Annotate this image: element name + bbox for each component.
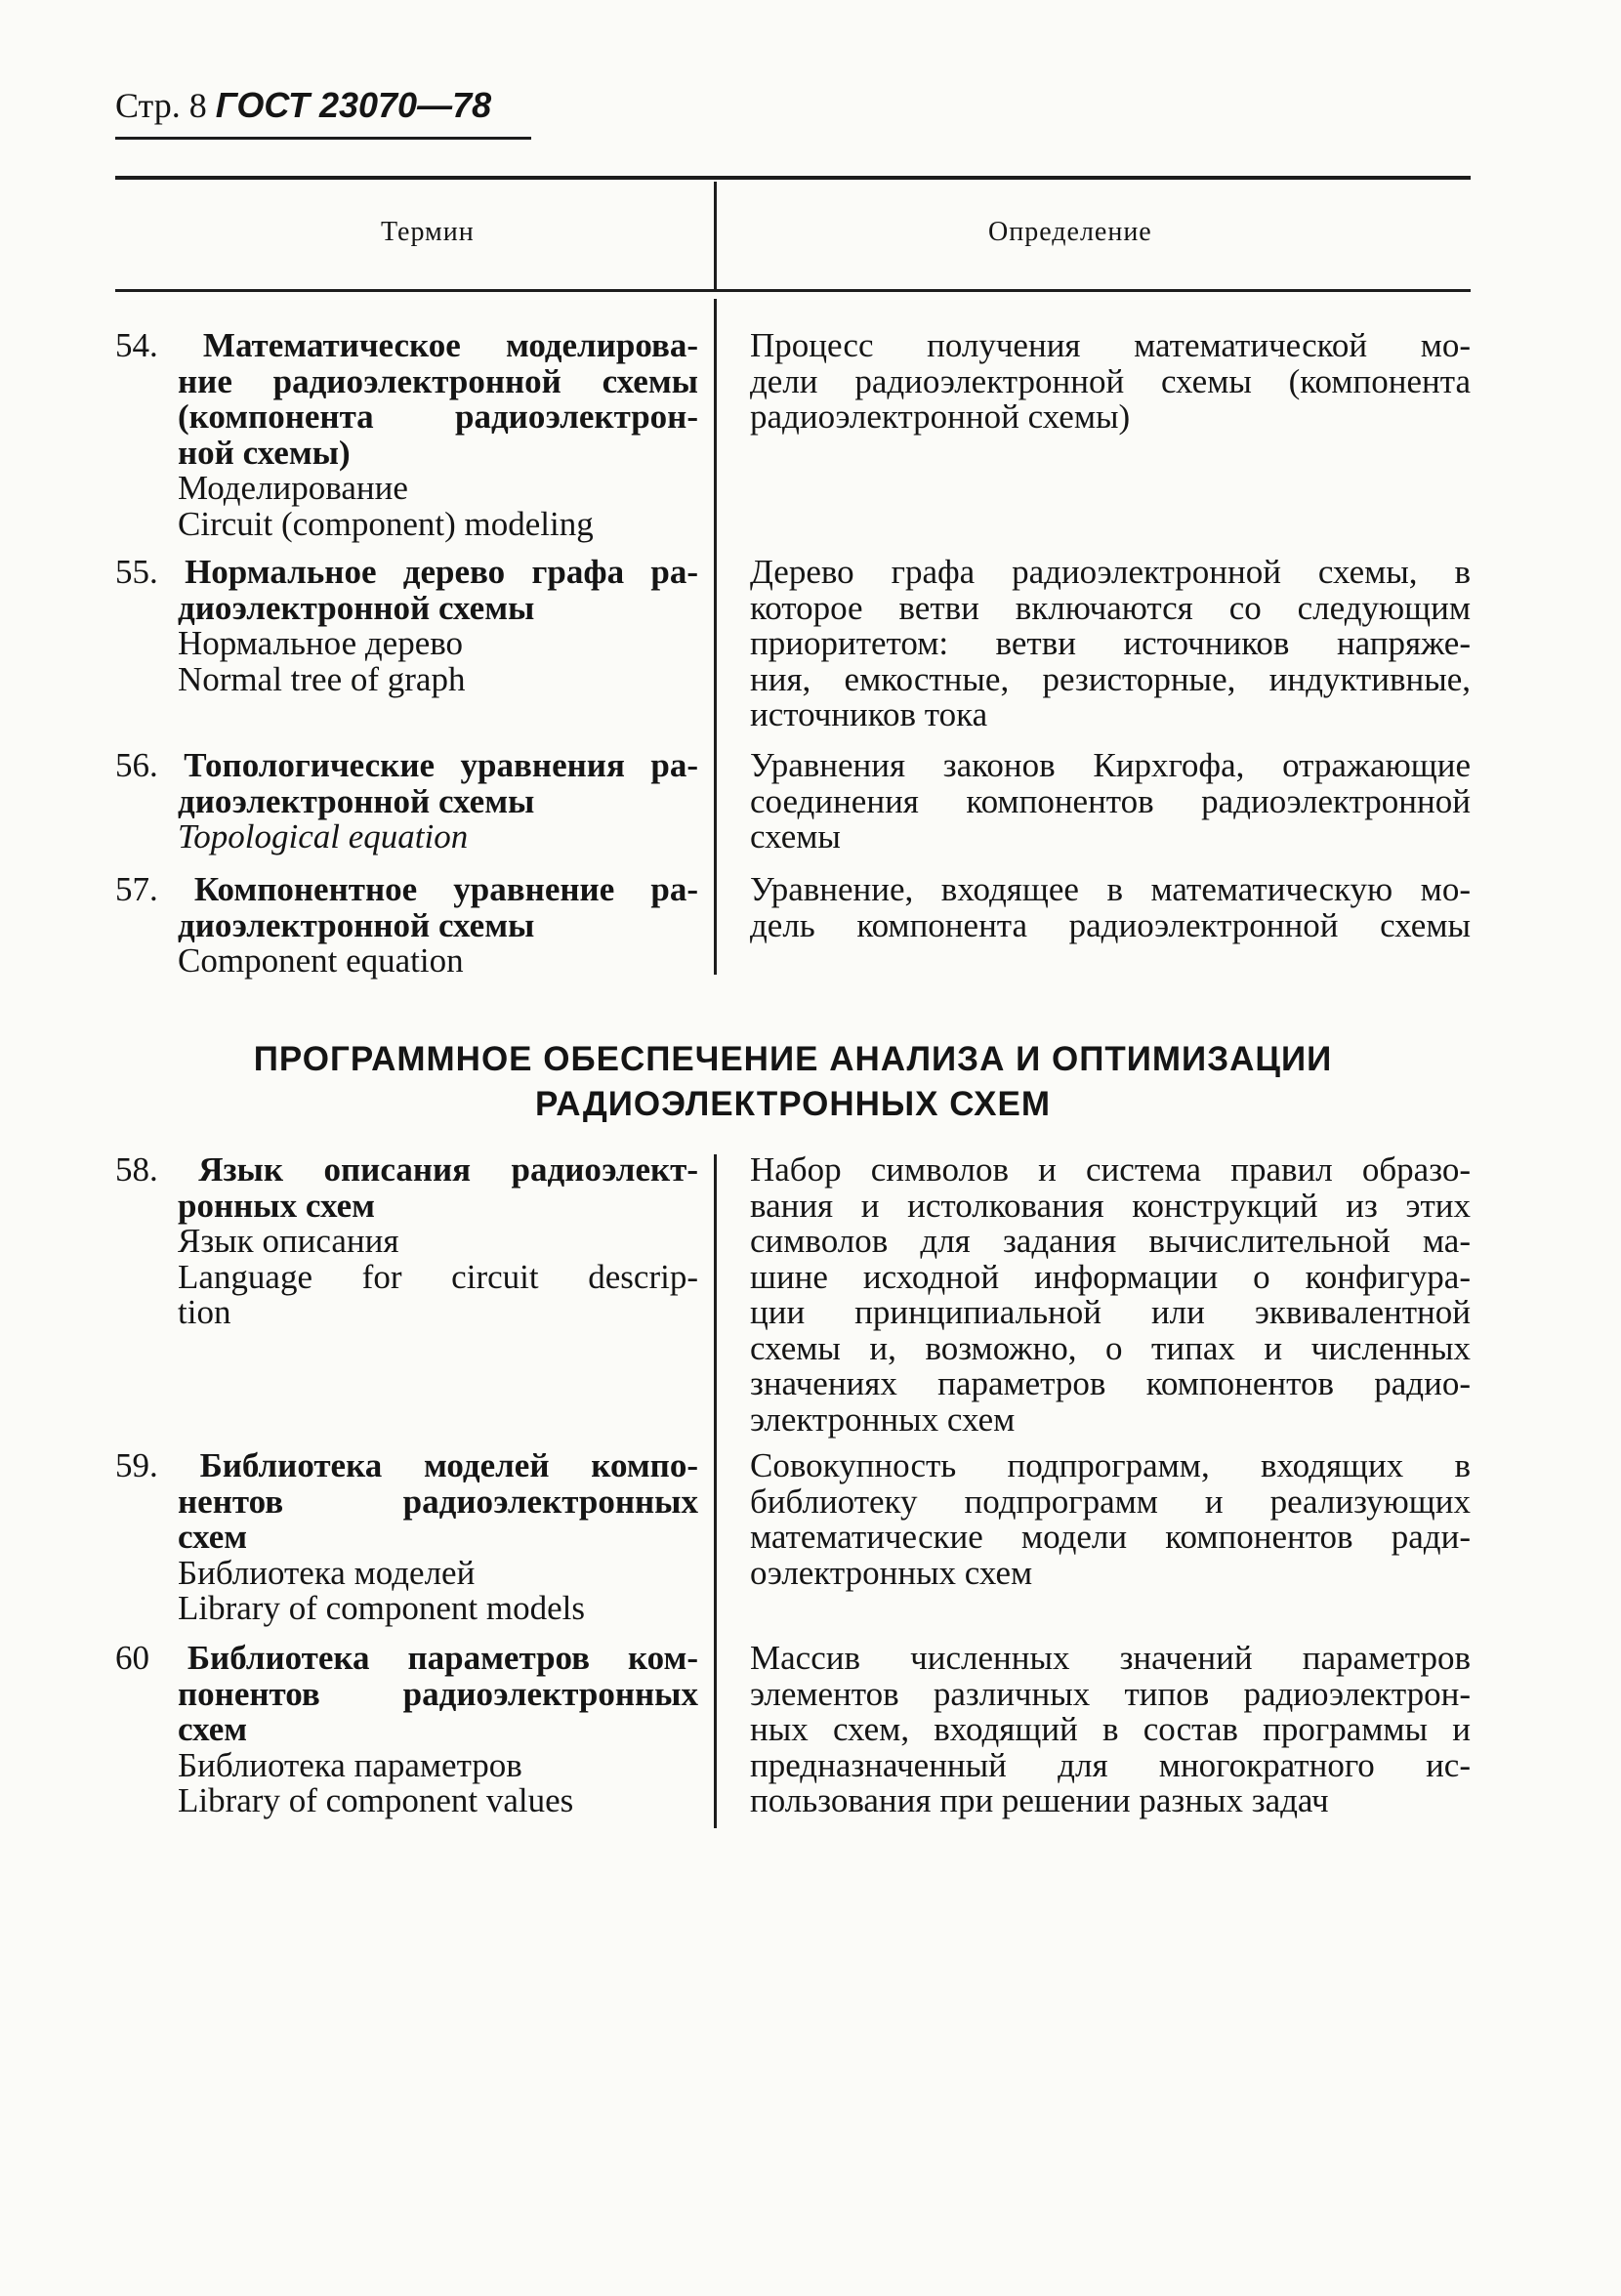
term-english: Language for circuit descrip- — [178, 1257, 698, 1296]
term-english: tion — [178, 1293, 231, 1331]
term-number: 58. — [115, 1150, 158, 1189]
definition-line: соединения компонентов радиоэлектронной — [750, 781, 1471, 820]
term-number: 59. — [115, 1446, 158, 1484]
column-divider-header — [714, 182, 717, 291]
term-bold-line: понентов радиоэлектронных — [178, 1674, 698, 1713]
table-top-rule — [115, 176, 1471, 180]
term-entry-57 — [115, 872, 698, 980]
definition-line: оэлектронных схем — [750, 1553, 1033, 1592]
term-number: 54. — [115, 326, 158, 364]
definition-line: Процесс получения математической мо- — [750, 326, 1471, 364]
term-bold-line: Библиотека параметров ком- — [187, 1639, 699, 1677]
definition-entry-59 — [750, 1448, 1471, 1591]
definition-line: шине исходной информации о конфигура- — [750, 1257, 1471, 1296]
definition-line: Набор символов и система правил образо- — [750, 1150, 1471, 1189]
term-english: Topological equation — [178, 817, 469, 856]
definition-line: которое ветви включаются со следующим — [750, 588, 1471, 627]
column-divider-top — [714, 299, 717, 975]
term-short-form: Библиотека моделей — [178, 1553, 476, 1592]
term-entry-60 — [115, 1641, 698, 1819]
term-bold-line: схем — [178, 1710, 248, 1748]
term-bold-line: Нормальное дерево графа ра- — [185, 553, 698, 591]
column-header-definition: Определение — [988, 217, 1152, 247]
term-bold-line: Компонентное уравнение ра- — [193, 870, 698, 908]
term-english: Component equation — [178, 941, 464, 980]
page-number: Стр. 8 — [115, 86, 207, 125]
definition-line: ных схем, входящий в состав программы и — [750, 1710, 1471, 1748]
definition-line: схемы и, возможно, о типах и численных — [750, 1328, 1471, 1367]
definition-line: дель компонента радиоэлектронной схемы — [750, 905, 1471, 944]
column-divider-bottom — [714, 1154, 717, 1828]
standard-number: ГОСТ 23070—78 — [215, 85, 492, 125]
header-underline — [115, 137, 531, 140]
definition-line: электронных схем — [750, 1399, 1016, 1439]
term-short-form: Моделирование — [178, 469, 408, 507]
term-bold-line: диоэлектронной схемы — [178, 905, 535, 944]
definition-entry-60 — [750, 1641, 1471, 1819]
term-english: Circuit (component) modeling — [178, 504, 594, 543]
term-english: Normal tree of graph — [178, 659, 466, 698]
definition-line: приоритетом: ветви источников напряже- — [750, 624, 1471, 662]
column-header-term: Термин — [381, 217, 475, 247]
page-header — [115, 84, 491, 127]
definition-line: Совокупность подпрограмм, входящих в — [750, 1446, 1471, 1484]
definition-line: дели радиоэлектронной схемы (компонента — [750, 361, 1471, 400]
definition-entry-58 — [750, 1152, 1471, 1438]
term-number: 60 — [115, 1639, 149, 1677]
definition-line: элементов различных типов радиоэлектрон- — [750, 1674, 1471, 1713]
term-english: Library of component models — [178, 1589, 585, 1627]
definition-line: значениях параметров компонентов радио- — [750, 1364, 1471, 1402]
term-entry-54 — [115, 328, 698, 542]
definition-line: ции принципиальной или эквивалентной — [750, 1293, 1471, 1331]
term-short-form: Нормальное дерево — [178, 624, 464, 662]
definition-line: вания и истолкования конструкций из этих — [750, 1186, 1471, 1225]
section-heading — [115, 1037, 1471, 1127]
definition-entry-55 — [750, 555, 1471, 733]
definition-entry-57 — [750, 872, 1471, 943]
term-number: 56. — [115, 746, 158, 784]
term-bold-line: ной схемы) — [178, 433, 351, 472]
definition-entry-54 — [750, 328, 1471, 436]
term-bold-line: диоэлектронной схемы — [178, 781, 535, 820]
definition-line: Дерево графа радиоэлектронной схемы, в — [750, 553, 1471, 591]
definition-line: Уравнения законов Кирхгофа, отражающие — [750, 746, 1471, 784]
definition-line: библиотеку подпрограмм и реализующих — [750, 1482, 1471, 1521]
section-heading-line: РАДИОЭЛЕКТРОННЫХ СХЕМ — [534, 1085, 1052, 1123]
term-entry-55 — [115, 555, 698, 697]
term-bold-line: Математическое моделирова- — [202, 326, 699, 364]
term-bold-line: Библиотека моделей компо- — [199, 1446, 698, 1484]
definition-line: пользования при решении разных задач — [750, 1781, 1329, 1819]
definition-line: Массив численных значений параметров — [750, 1639, 1471, 1677]
definition-line: источников тока — [750, 695, 988, 733]
definition-line: Уравнение, входящее в математическую мо- — [750, 870, 1471, 908]
term-bold-line: нентов радиоэлектронных — [178, 1482, 698, 1521]
term-bold-line: диоэлектронной схемы — [178, 588, 535, 627]
term-bold-line: Топологические уравнения ра- — [184, 746, 699, 784]
term-bold-line: схем — [178, 1518, 248, 1556]
definition-line: предназначенный для многократного ис- — [750, 1745, 1471, 1784]
term-bold-line: (компонента радиоэлектрон- — [178, 397, 698, 436]
term-entry-58 — [115, 1152, 698, 1331]
term-entry-59 — [115, 1448, 698, 1627]
term-bold-line: Язык описания радиоэлект- — [198, 1150, 698, 1189]
term-entry-56 — [115, 748, 698, 856]
term-bold-line: ронных схем — [178, 1186, 375, 1225]
definition-line: математические модели компонентов ради- — [750, 1518, 1471, 1556]
term-english: Library of component values — [178, 1781, 574, 1819]
section-heading-line: ПРОГРАММНОЕ ОБЕСПЕЧЕНИЕ АНАЛИЗА И ОПТИМИЗАЦИИ — [253, 1040, 1333, 1078]
definition-line: радиоэлектронной схемы) — [750, 397, 1131, 436]
term-number: 57. — [115, 870, 158, 908]
term-number: 55. — [115, 553, 158, 591]
table-header-rule — [115, 289, 1471, 292]
term-short-form: Язык описания — [178, 1222, 399, 1260]
term-bold-line: ние радиоэлектронной схемы — [178, 361, 698, 400]
definition-entry-56 — [750, 748, 1471, 856]
definition-line: схемы — [750, 817, 841, 856]
definition-line: ния, емкостные, резисторные, индуктивные, — [750, 659, 1471, 698]
term-short-form: Библиотека параметров — [178, 1745, 522, 1784]
definition-line: символов для задания вычислительной ма- — [750, 1222, 1471, 1260]
